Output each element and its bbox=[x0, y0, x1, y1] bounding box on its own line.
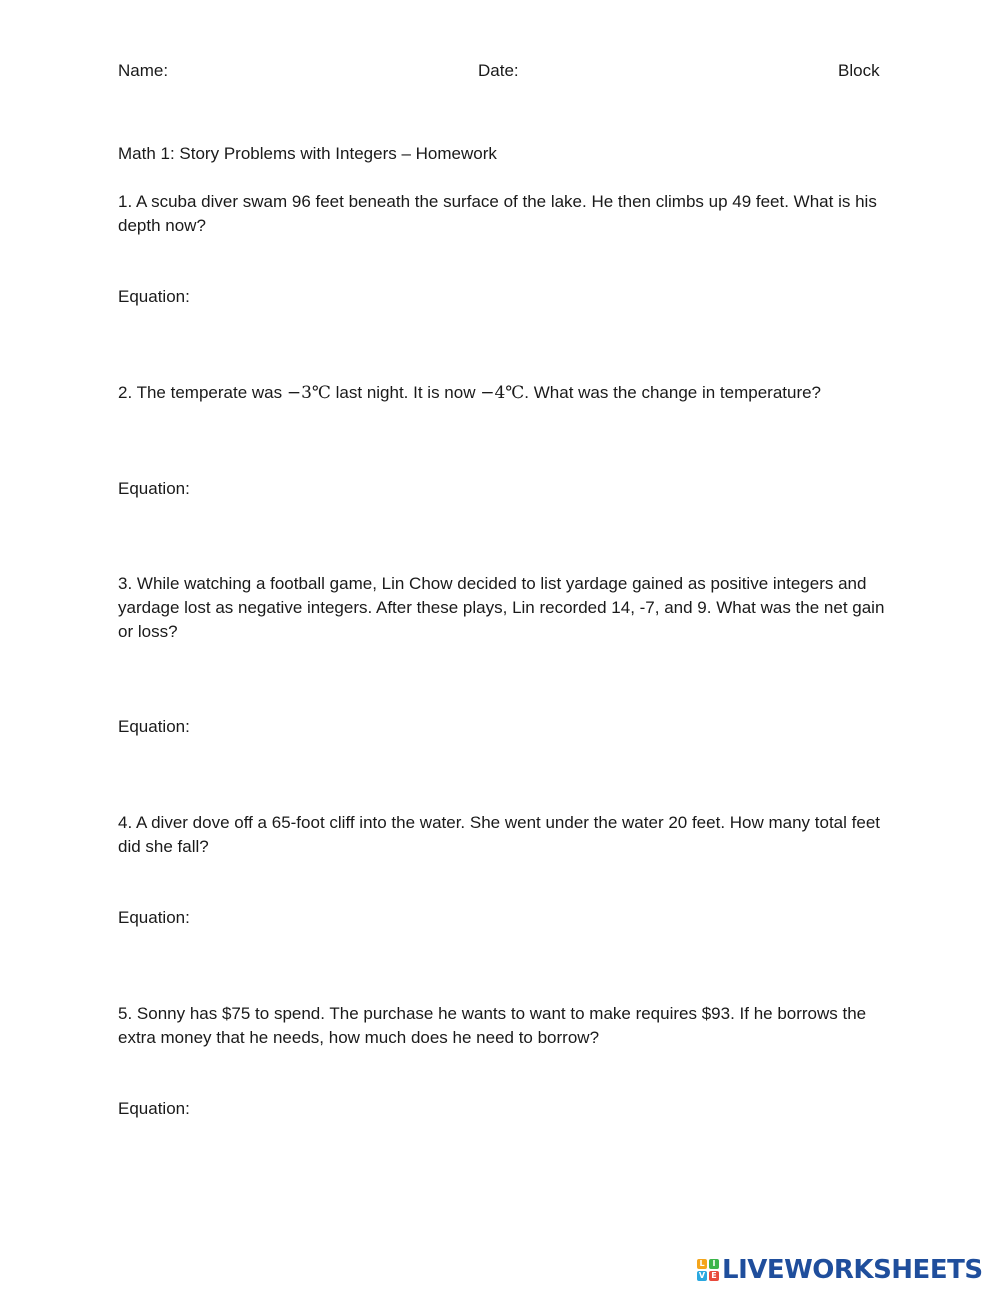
equation-label-2: Equation: bbox=[118, 479, 190, 498]
liveworksheets-logo bbox=[697, 1255, 983, 1285]
equation-label-3: Equation: bbox=[118, 717, 190, 736]
question-2-math-temp-1: −3℃ bbox=[286, 383, 331, 403]
logo-block-l: L bbox=[697, 1259, 707, 1269]
equation-label-4: Equation: bbox=[118, 908, 190, 927]
question-4: 4. A diver dove off a 65-foot cliff into the water. She went under the water 20 feet. How many total feet did she fall? bbox=[118, 813, 880, 856]
block-label: Block bbox=[838, 61, 880, 80]
question-2-text-after: . What was the change in temperature? bbox=[524, 383, 822, 402]
logo-text: LIVEWORKSHEETS bbox=[722, 1255, 983, 1285]
question-1: 1. A scuba diver swam 96 feet beneath the surface of the lake. He then climbs up 49 feet. What is his depth now? bbox=[118, 192, 877, 235]
question-2-text-before: 2. The temperate was bbox=[118, 383, 287, 402]
logo-block-v: V bbox=[698, 1271, 706, 1280]
question-3: 3. While watching a football game, Lin Chow decided to list yardage gained as positive integers and yardage lost as negative integers. After these plays, Lin recorded 14, -7, and 9. What was the net gain or loss? bbox=[118, 574, 885, 641]
logo-block-i: I bbox=[709, 1259, 719, 1269]
question-2-text-middle: last night. It is now bbox=[330, 383, 481, 402]
logo-block-e: E bbox=[709, 1271, 719, 1281]
name-label: Name: bbox=[118, 61, 169, 80]
worksheet-title: Math 1: Story Problems with Integers – Homework bbox=[118, 144, 497, 163]
equation-label-1: Equation: bbox=[118, 287, 190, 306]
question-5: 5. Sonny has $75 to spend. The purchase he wants to want to make requires $93. If he borrows the extra money that he needs, how much does he need to borrow? bbox=[118, 1004, 867, 1047]
equation-label-5: Equation: bbox=[118, 1099, 190, 1118]
question-2 bbox=[118, 381, 888, 405]
date-label: Date: bbox=[478, 61, 519, 80]
logo-blocks-icon bbox=[697, 1259, 719, 1281]
question-2-math-temp-2: −4℃ bbox=[480, 383, 525, 403]
